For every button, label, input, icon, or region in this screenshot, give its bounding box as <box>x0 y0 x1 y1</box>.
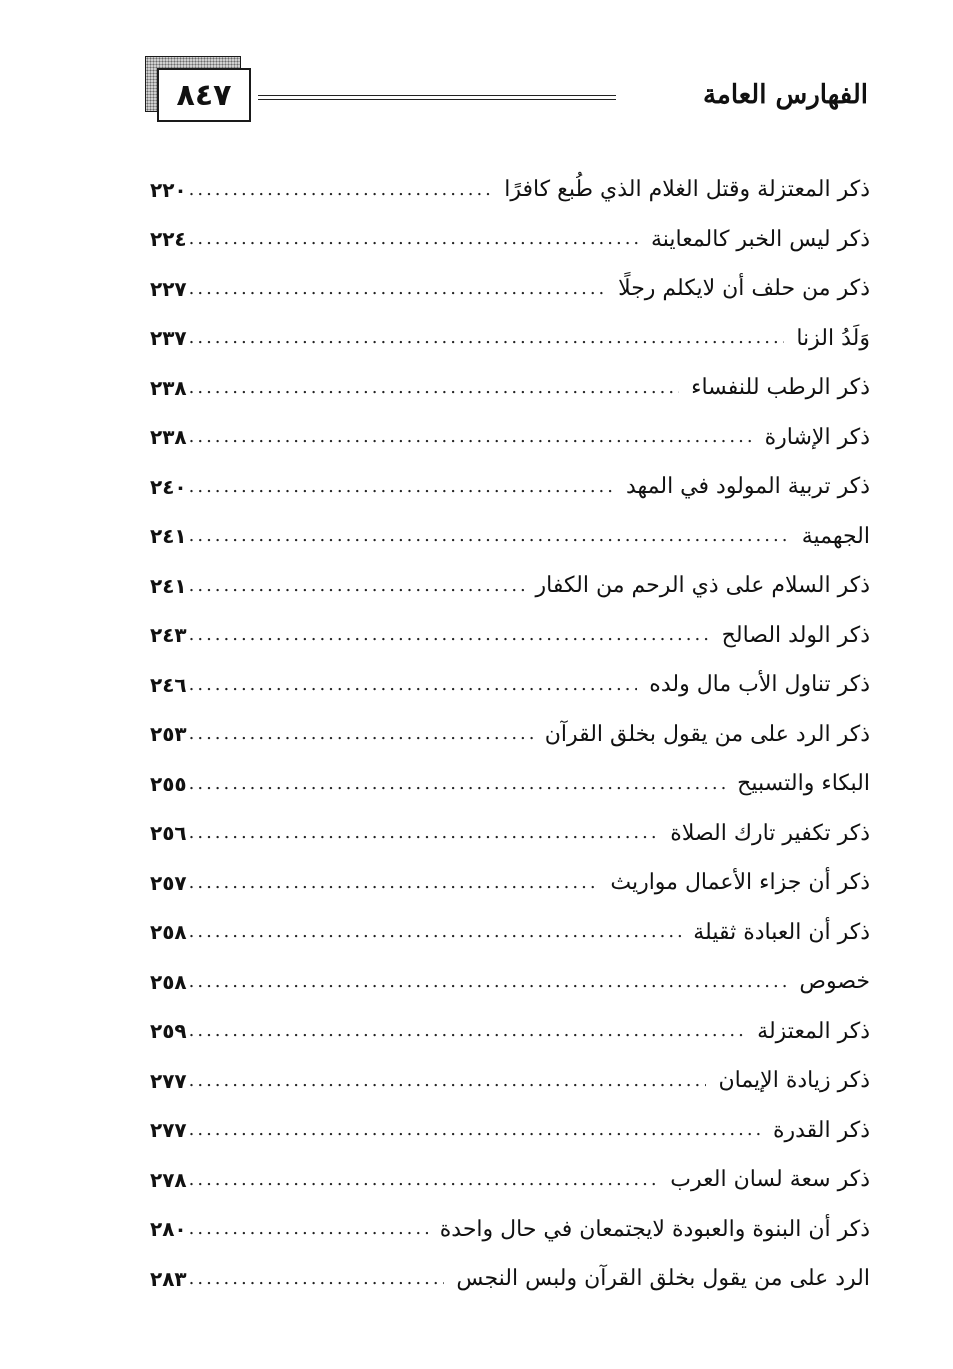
entry-page-number: ٢٢٧ <box>150 276 187 301</box>
entry-title: ذكر من حلف أن لايكلم رجلًا <box>618 276 870 302</box>
dot-leader <box>189 475 614 499</box>
entry-title: ذكر الرطب للنفساء <box>691 375 870 401</box>
dot-leader <box>189 1217 428 1241</box>
dot-leader <box>189 1267 445 1291</box>
entry-title: ذكر تكفير تارك الصلاة <box>670 820 870 846</box>
entry-page-number: ٢٥٥ <box>150 771 187 796</box>
entry-title: وَلَدُ الزنا <box>796 325 870 351</box>
entry-page-number: ٢٥٣ <box>150 722 187 747</box>
entry-title: الجهمية <box>801 523 870 549</box>
index-entry <box>150 462 870 512</box>
entry-title: ذكر سعة لسان العرب <box>670 1167 870 1193</box>
entry-title: ذكر الإشارة <box>764 424 870 450</box>
entry-page-number: ٢٣٧ <box>150 326 187 351</box>
dot-leader <box>189 920 682 944</box>
entry-page-number: ٢٤٣ <box>150 623 187 648</box>
dot-leader <box>189 1069 707 1093</box>
entry-title: الرد على من يقول بخلق القرآن ولبس النجس <box>456 1266 870 1292</box>
entry-page-number: ٢٤١ <box>150 524 187 549</box>
entry-title: خصوص <box>799 969 870 995</box>
dot-leader <box>189 772 726 796</box>
running-header-title: الفهارس العامة <box>702 80 868 110</box>
index-entry <box>150 957 870 1007</box>
index-list <box>150 165 870 1304</box>
index-entry <box>150 1007 870 1057</box>
entry-title: ذكر تربية المولود في المهد <box>625 474 870 500</box>
entry-page-number: ٢٧٧ <box>150 1118 187 1143</box>
entry-title: ذكر أن العبادة ثقيلة <box>693 919 870 945</box>
index-entry <box>150 908 870 958</box>
index-entry <box>150 314 870 364</box>
index-entry <box>150 809 870 859</box>
dot-leader <box>189 722 533 746</box>
entry-page-number: ٢٥٩ <box>150 1019 187 1044</box>
entry-title: ذكر أن البنوة والعبودة لايجتمعان في حال واحدة <box>439 1216 870 1242</box>
dot-leader <box>189 821 659 845</box>
index-entry <box>150 264 870 314</box>
entry-page-number: ٢٨٣ <box>150 1266 187 1291</box>
index-entry <box>150 512 870 562</box>
dot-leader <box>189 623 710 647</box>
dot-leader <box>189 178 493 202</box>
index-entry <box>150 759 870 809</box>
entry-page-number: ٢٥٨ <box>150 920 187 945</box>
entry-page-number: ٢٥٧ <box>150 870 187 895</box>
dot-leader <box>189 376 679 400</box>
entry-title: ذكر القدرة <box>772 1117 870 1143</box>
entry-title: ذكر الولد الصالح <box>721 622 870 648</box>
index-entry <box>150 1205 870 1255</box>
entry-title: ذكر أن جزاء الأعمال مواريث <box>610 870 870 896</box>
entry-page-number: ٢٧٧ <box>150 1068 187 1093</box>
entry-title: ذكر تناول الأب مال ولده <box>649 672 870 698</box>
entry-page-number: ٢٣٨ <box>150 375 187 400</box>
index-entry <box>150 363 870 413</box>
dot-leader <box>189 1019 746 1043</box>
entry-title: ذكر السلام على ذي الرحم من الكفار <box>535 573 870 599</box>
entry-page-number: ٢٤١ <box>150 573 187 598</box>
dot-leader <box>189 277 606 301</box>
index-entry <box>150 561 870 611</box>
dot-leader <box>189 673 638 697</box>
dot-leader <box>189 326 785 350</box>
index-entry <box>150 1254 870 1304</box>
dot-leader <box>189 1118 761 1142</box>
entry-page-number: ٢٣٨ <box>150 425 187 450</box>
entry-title: البكاء والتسبيح <box>737 771 870 797</box>
page-number-box <box>157 68 251 122</box>
index-entry <box>150 1106 870 1156</box>
entry-page-number: ٢٨٠ <box>150 1217 187 1242</box>
dot-leader <box>189 970 788 994</box>
entry-page-number: ٢٤٦ <box>150 672 187 697</box>
page-number: ٨٤٧ <box>176 77 232 113</box>
dot-leader <box>189 227 639 251</box>
entry-page-number: ٢٥٨ <box>150 969 187 994</box>
dot-leader <box>189 1168 659 1192</box>
index-entry <box>150 1155 870 1205</box>
index-entry <box>150 660 870 710</box>
dot-leader <box>189 574 524 598</box>
entry-title: ذكر المعتزلة وقتل الغلام الذي طُبع كافرًا <box>504 177 870 203</box>
dot-leader <box>189 425 753 449</box>
header-rule <box>258 95 616 100</box>
dot-leader <box>189 524 790 548</box>
entry-page-number: ٢٢٤ <box>150 227 187 252</box>
entry-page-number: ٢٧٨ <box>150 1167 187 1192</box>
entry-title: ذكر ليس الخبر كالمعاينة <box>650 226 870 252</box>
index-entry <box>150 165 870 215</box>
entry-page-number: ٢٢٠ <box>150 177 187 202</box>
dot-leader <box>189 871 599 895</box>
entry-page-number: ٢٤٠ <box>150 474 187 499</box>
entry-title: ذكر الرد على من يقول بخلق القرآن <box>544 721 870 747</box>
entry-title: ذكر المعتزلة <box>757 1018 870 1044</box>
index-entry <box>150 710 870 760</box>
index-entry <box>150 413 870 463</box>
index-entry <box>150 215 870 265</box>
index-entry <box>150 611 870 661</box>
entry-page-number: ٢٥٦ <box>150 821 187 846</box>
index-entry <box>150 858 870 908</box>
index-entry <box>150 1056 870 1106</box>
entry-title: ذكر زيادة الإيمان <box>718 1068 870 1094</box>
